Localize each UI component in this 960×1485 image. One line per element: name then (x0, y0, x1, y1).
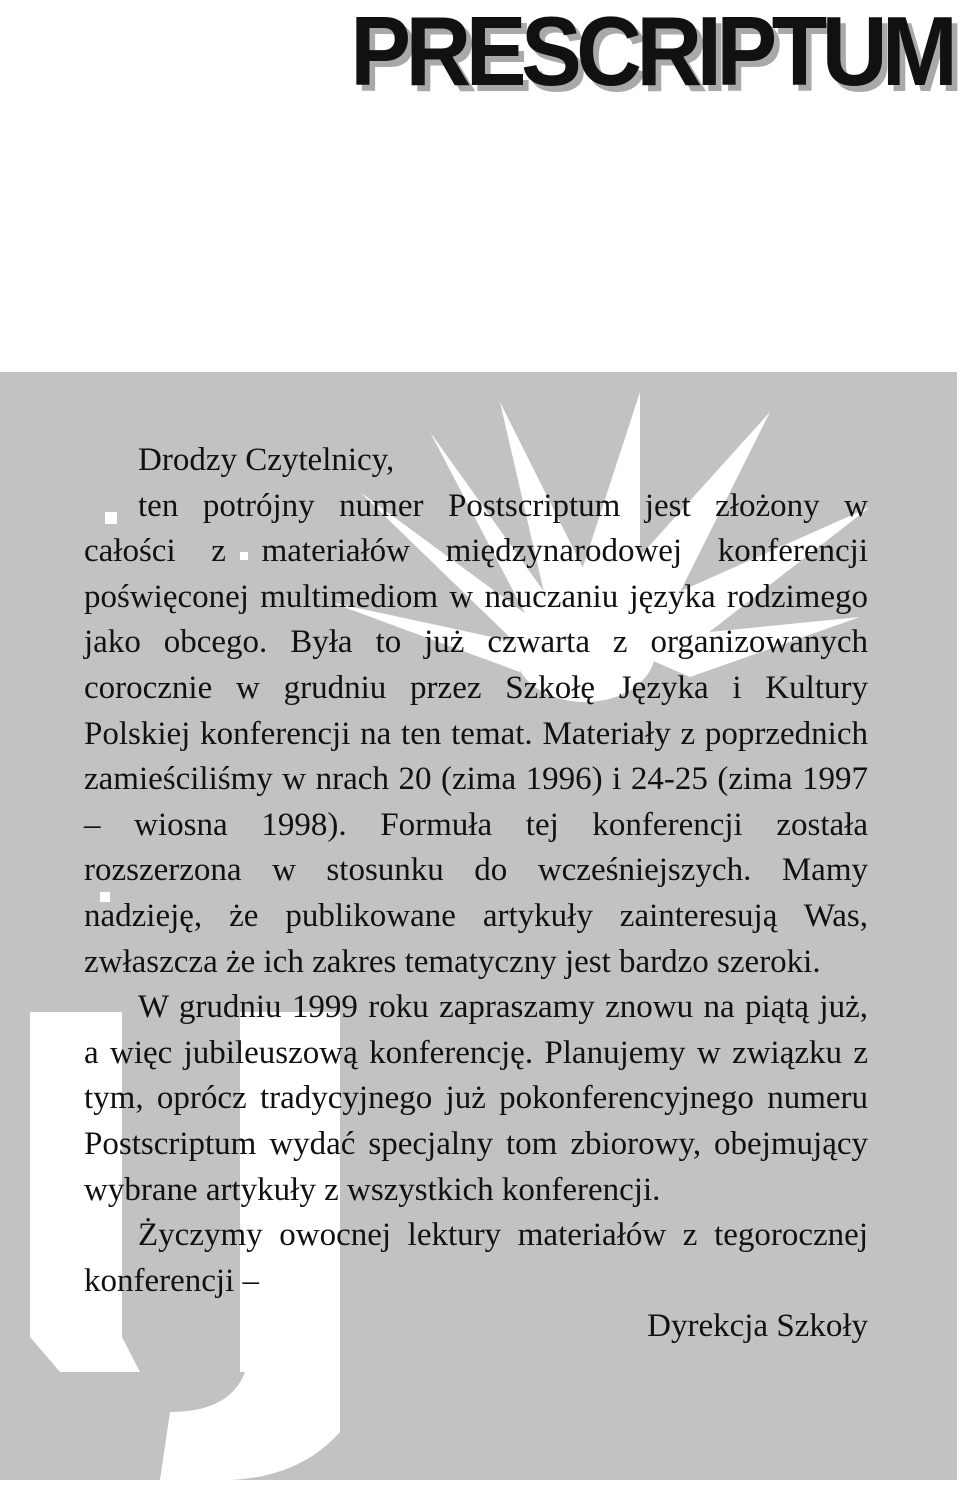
letter-signature: Dyrekcja Szkoły (647, 1308, 868, 1345)
letter-paragraph: ten potrójny numer Postscriptum jest złożony w całości z materiałów międzynarodowej konferencji poświęconej multimediom w nauczaniu języka rodzimego jako obcego. Była to już czwarta z organizowanych corocznie w grudniu przez Szkołę Języka i Kultury Polskiej konferencji na ten temat. Materiały z poprzednich zamieściliśmy w nrach 20 (zima 1996) i 24-25 (zima 1997 – wiosna 1998). Formuła tej konferencji została rozszerzona w stosunku do wcześniejszych. Mamy nadzieję, że publikowane artykuły zainteresują Was, zwłaszcza że ich zakres tematyczny jest bardzo szeroki. (84, 487, 868, 980)
editorial-letter (84, 438, 868, 1350)
letter-paragraph: Życzymy owocnej lektury materiałów z tegorocznej konferencji – (84, 1217, 868, 1299)
masthead (0, 0, 960, 120)
letter-paragraph: W grudniu 1999 roku zapraszamy znowu na piątą już, a więc jubileuszową konferencję. Planujemy w związku z tym, oprócz tradycyjnego już pokonferencyjnego numeru Postscriptum wydać specjalny tom zbiorowy, obejmujący wybrane artykuły z wszystkich konferencji. (84, 989, 868, 1208)
letter-salutation: Drodzy Czytelnicy, (138, 442, 395, 478)
masthead-title: PRESCRIPTUM (350, 0, 952, 106)
letter-panel (0, 372, 957, 1480)
